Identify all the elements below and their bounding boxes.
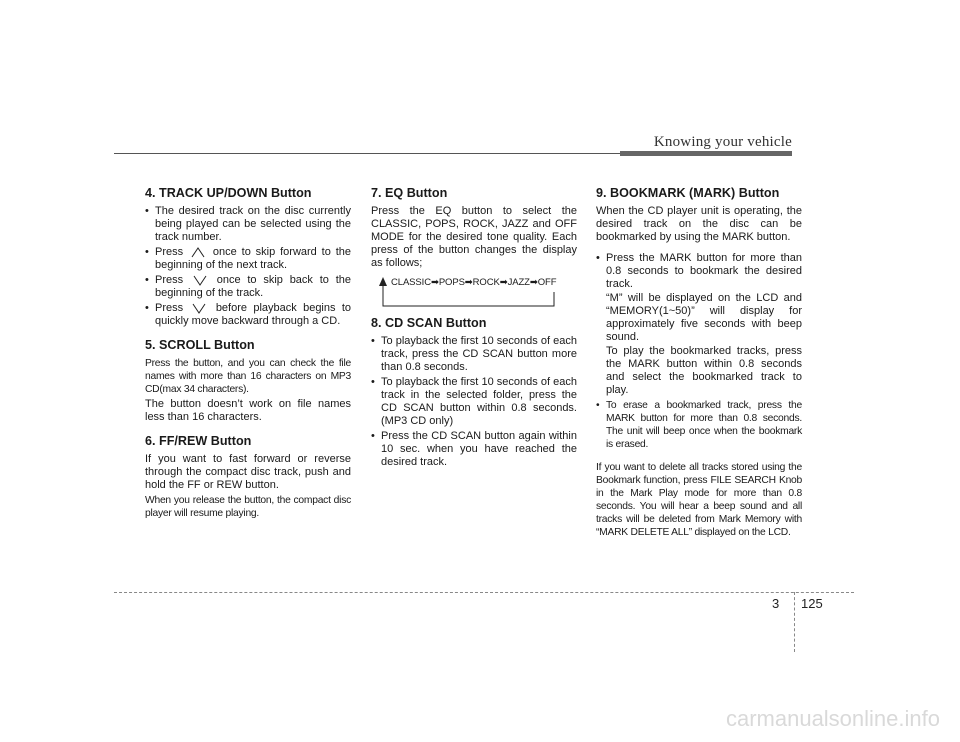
section-5-paragraph: Press the button, and you can check the file names with more than 16 characters on MP3 CD(max 34 characters). [145,358,351,395]
list-item: • Press the CD SCAN button again within 10 sec. when you have reached the desired track. [371,430,577,469]
footer-divider [794,592,795,652]
section-5-paragraph: The button doesn’t work on file names less than 16 characters. [145,398,351,423]
section-9-paragraph: When the CD player unit is operating, the desired track on the disc can be bookmarked by using the MARK button. [596,205,802,243]
column-2 [371,186,577,471]
section-9-title: 9. BOOKMARK (MARK) Button [596,186,780,200]
section-4-list [145,205,351,328]
section-8-title: 8. CD SCAN Button [371,316,487,330]
list-item [145,274,351,300]
list-item [596,252,802,397]
column-3 [596,186,802,541]
eq-cycle-diagram [371,276,577,310]
header-title: Knowing your vehicle [653,134,792,150]
list-item: • To playback the first 10 seconds of each track in the selected folder, press the CD SCAN button within 0.8 seconds. (MP3 CD only) [371,376,577,428]
section-7-paragraph: Press the EQ button to select the CLASSIC, POPS, ROCK, JAZZ and OFF MODE for the desired tone quality. Each press of the button changes the display as follows; [371,205,577,269]
section-4-title: 4. TRACK UP/DOWN Button [145,186,312,200]
list-item-text: Press the MARK button for more than 0.8 seconds to bookmark the desired track. [606,252,802,290]
list-item [145,246,351,272]
watermark: carmanualsonline.info [725,706,940,731]
list-item-continuation: To play the bookmarked tracks, press the MARK button within 0.8 seconds and select the bookmarked track to play. [606,345,802,396]
list-item-text: Press [155,302,184,314]
section-9-paragraph: If you want to delete all tracks stored using the Bookmark function, press FILE SEARCH Knob in the Mark Play mode for more than 0.8 seconds. You will hear a beep sound and all tracks will be deleted from Mark Memory with “MARK DELETE ALL” displayed on the LCD. [596,462,802,538]
list-item-text: The desired track on the disc currently being played can be selected using the track number. [155,205,351,243]
list-item-text: once to skip forward to the beginning of the next track. [155,246,352,271]
down-arrow-icon [192,303,206,314]
section-6-paragraph: If you want to fast forward or reverse through the compact disc track, push and hold the FF or REW button. [145,453,351,491]
eq-sequence-text: CLASSIC➡POPS➡ROCK➡JAZZ➡OFF [391,277,557,288]
chapter-number: 3 [772,596,780,611]
section-6-paragraph: When you release the button, the compact disc player will resume playing. [145,495,351,519]
list-item: • To playback the first 10 seconds of each track, press the CD SCAN button more than 0.8 seconds. [371,335,577,374]
eq-return-arrow-icon [371,276,577,310]
down-arrow-icon [193,275,207,286]
list-item: • To erase a bookmarked track, press the MARK button for more than 0.8 seconds. The unit will beep once when the bookmark is erased. [596,399,802,451]
section-8-list [371,335,577,469]
list-item-continuation: “M” will be displayed on the LCD and “MEMORY(1~50)” will display for approximately five seconds with beep sound. [606,292,802,343]
up-arrow-icon [191,247,205,258]
section-7-title: 7. EQ Button [371,186,448,200]
page-number: 125 [801,596,823,611]
section-6-title: 6. FF/REW Button [145,434,252,448]
section-5-title: 5. SCROLL Button [145,338,255,352]
list-item-text: Press [155,246,184,258]
footer-rule [114,592,854,593]
list-item [145,205,351,244]
header-bar [620,151,792,156]
list-item [145,302,351,328]
section-9-list [596,252,802,451]
list-item-text: Press [155,274,184,286]
list-item-text: once to skip back to the beginning of the track. [155,274,351,299]
column-1 [145,186,351,522]
list-item-text: before playback begins to quickly move backward through a CD. [155,302,351,327]
